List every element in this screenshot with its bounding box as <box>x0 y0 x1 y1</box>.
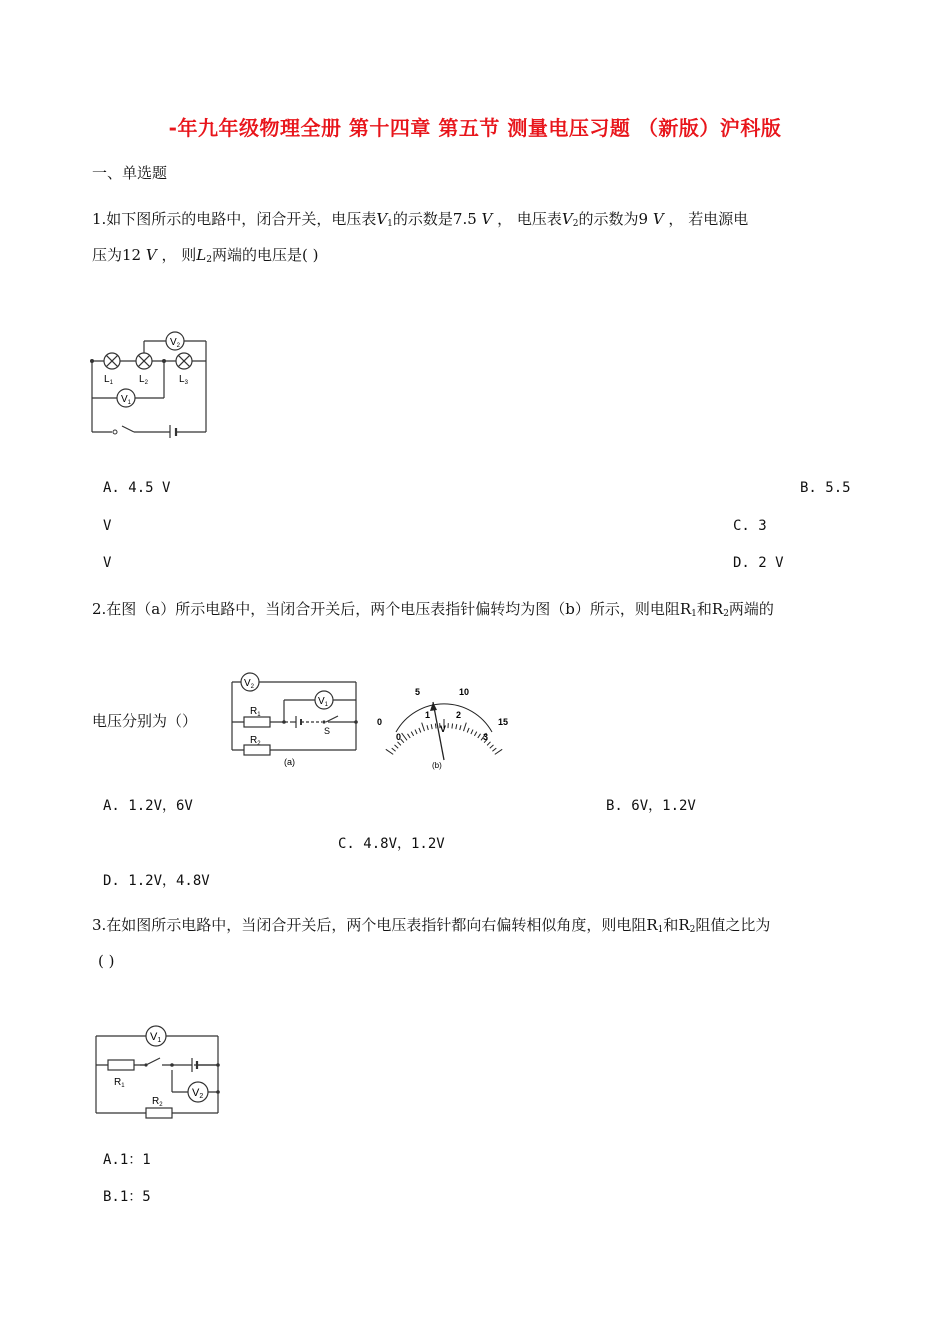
dial-tick <box>474 732 476 736</box>
dial-tick <box>419 728 421 733</box>
q2-text-line1: 2.在图（a）所示电路中，当闭合开关后，两个电压表指针偏转均为图（b）所示，则电阻$R_1$和$R_2$两端的 <box>92 600 774 619</box>
q3-circuit-diagram <box>88 1020 228 1120</box>
q2-text-line2: 电压分别为（） <box>92 712 198 730</box>
dial-tick <box>395 745 399 748</box>
dial-tick <box>478 734 481 738</box>
dial-tick <box>460 725 461 730</box>
q1-option-c-unit: V <box>103 555 112 571</box>
q1-option-b-unit: V <box>103 518 112 534</box>
q3-option-b[interactable]: B.1：5 <box>103 1189 151 1205</box>
q2-r2-label: $R_2$ <box>250 735 261 747</box>
q1-circuit-diagram <box>84 328 214 438</box>
q2-option-d[interactable]: D. 1.2V，4.8V <box>103 873 210 889</box>
q1-option-c[interactable]: C. 3 <box>733 518 767 534</box>
dial-tick <box>422 723 425 732</box>
dial-tick <box>467 728 469 733</box>
q3-v2-label: V2 <box>192 1087 204 1100</box>
dial-inner-tick-1: 1 <box>425 710 431 720</box>
dial-outer-tick-10: 10 <box>459 687 470 697</box>
q1-text-line1: 1.如下图所示的电路中，闭合开关，电压表$V_1$的示数是7.5 V ， 电压表$V_2$的示数为9 V ， 若电源电 <box>92 210 749 229</box>
dial-tick <box>435 724 436 729</box>
dial-outer-tick-5: 5 <box>415 687 421 697</box>
q2-fig-a-caption: (a) <box>284 757 295 767</box>
page-title: -年九年级物理全册 第十四章 第五节 测量电压习题 （新版）沪科版 <box>168 116 782 140</box>
dial-tick <box>392 748 396 751</box>
dial-tick <box>471 730 473 735</box>
q2-voltmeter-dial-b <box>374 680 514 772</box>
q3-r2-label: $R_2$ <box>152 1096 163 1108</box>
q2-option-b[interactable]: B. 6V，1.2V <box>606 798 696 814</box>
dial-tick <box>464 723 467 732</box>
dial-tick <box>398 742 401 746</box>
q1-v1-label: $V_1$ <box>121 394 132 406</box>
q3-option-a[interactable]: A.1：1 <box>103 1152 151 1168</box>
q2-option-a[interactable]: A. 1.2V，6V <box>103 798 193 814</box>
dial-inner-tick-3: 3 <box>483 732 489 742</box>
q1-l2-label: $L_2$ <box>139 374 148 386</box>
q3-text-line2: ( ) <box>98 952 115 970</box>
dial-tick <box>402 733 407 740</box>
q2-v1-label: $V_1$ <box>318 696 329 708</box>
q1-l1-label: $L_1$ <box>104 374 113 386</box>
dial-outer-tick-15: 15 <box>498 717 509 727</box>
q2-v2-label: $V_2$ <box>244 678 255 690</box>
q1-option-a[interactable]: A. 4.5 V <box>103 480 171 496</box>
dial-tick <box>401 739 404 743</box>
dial-unit: V <box>440 724 447 734</box>
section-heading: 一、单选题 <box>92 164 168 182</box>
q3-v1-label: V1 <box>150 1031 162 1044</box>
dial-tick <box>431 724 432 729</box>
q1-option-b[interactable]: B. 5.5 <box>800 480 851 496</box>
q2-option-c[interactable]: C. 4.8V，1.2V <box>338 836 445 852</box>
dial-tick <box>490 745 494 748</box>
dial-inner-tick-0: 0 <box>396 732 402 742</box>
dial-tick <box>487 742 490 746</box>
dial-tick <box>415 730 417 735</box>
q1-text-line2: 压为12 V ， 则$L_2$两端的电压是( ) <box>92 246 319 265</box>
dial-tick <box>495 749 502 754</box>
q2-switch-label: S <box>324 726 331 736</box>
dial-outer-tick-0: 0 <box>377 717 383 727</box>
dial-tick <box>411 732 413 736</box>
dial-tick <box>452 724 453 729</box>
q1-option-d[interactable]: D. 2 V <box>733 555 784 571</box>
q1-v2-label: $V_2$ <box>170 337 181 349</box>
dial-inner-tick-2: 2 <box>456 710 462 720</box>
q2-fig-b-caption: (b) <box>432 761 442 770</box>
q3-text-line1: 3.在如图所示电路中，当闭合开关后，两个电压表指针都向右偏转相似角度，则电阻$R_1$和$R_2$阻值之比为 <box>92 916 771 935</box>
q3-r1-label: $R_1$ <box>114 1077 125 1089</box>
dial-tick <box>456 724 457 729</box>
dial-tick <box>492 748 496 751</box>
dial-tick <box>408 734 411 738</box>
q2-circuit-diagram-a <box>226 668 361 768</box>
q2-r1-label: $R_1$ <box>250 706 261 718</box>
q1-l3-label: $L_3$ <box>179 374 188 386</box>
dial-tick <box>386 749 393 754</box>
dial-tick <box>427 725 428 730</box>
